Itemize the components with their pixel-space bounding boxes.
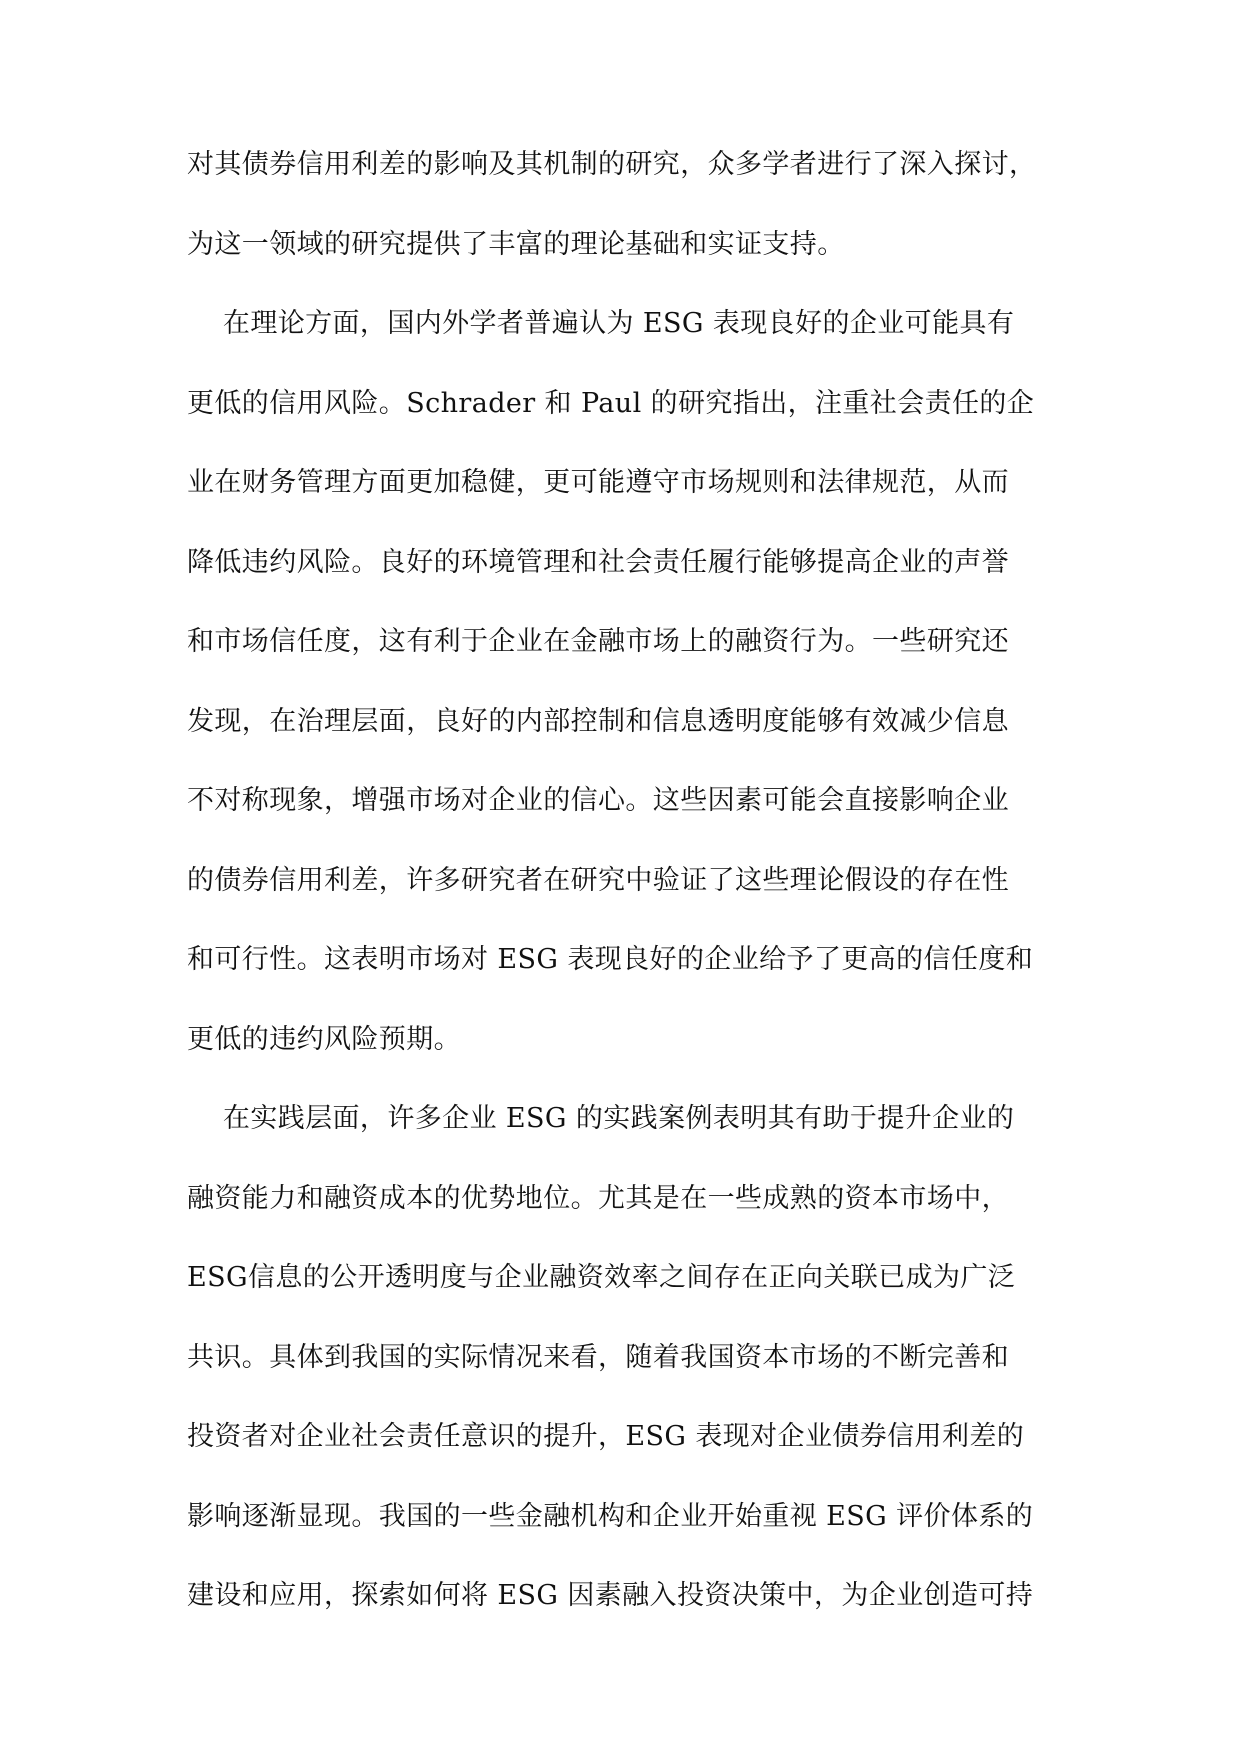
text-line: 业在财务管理方面更加稳健，更可能遵守市场规则和法律规范，从而: [187, 467, 1009, 498]
text-line: 在理论方面，国内外学者普遍认为 ESG 表现良好的企业可能具有: [187, 308, 1015, 339]
text-line: 更低的信用风险。Schrader 和 Paul 的研究指出，注重社会责任的企: [187, 387, 1035, 419]
text-line: 和市场信任度，这有利于企业在金融市场上的融资行为。一些研究还: [187, 626, 1009, 657]
text-line: 为这一领域的研究提供了丰富的理论基础和实证支持。: [187, 228, 845, 260]
text-line: 降低违约风险。良好的环境管理和社会责任履行能够提高企业的声誉: [187, 546, 1009, 578]
text-line: 的债券信用利差，许多研究者在研究中验证了这些理论假设的存在性: [187, 864, 1009, 896]
text-line: 不对称现象，增强市场对企业的信心。这些因素可能会直接影响企业: [187, 785, 1009, 816]
text-line: 影响逐渐显现。我国的一些金融机构和企业开始重视 ESG 评价体系的: [187, 1500, 1034, 1532]
text-line: 更低的违约风险预期。: [187, 1023, 461, 1055]
text-line: 投资者对企业社会责任意识的提升，ESG 表现对企业债券信用利差的: [187, 1421, 1025, 1452]
text-line: 建设和应用，探索如何将 ESG 因素融入投资决策中，为企业创造可持: [187, 1580, 1034, 1611]
text-line: 在实践层面，许多企业 ESG 的实践案例表明其有助于提升企业的: [187, 1103, 1015, 1134]
text-line: 对其债券信用利差的影响及其机制的研究，众多学者进行了深入探讨，: [187, 149, 1037, 180]
body-text: [187, 125, 1057, 1636]
text-line: ESG信息的公开透明度与企业融资效率之间存在正向关联已成为广泛: [187, 1262, 1016, 1293]
text-line: 共识。具体到我国的实际情况来看，随着我国资本市场的不断完善和: [187, 1341, 1009, 1373]
text-line: 和可行性。这表明市场对 ESG 表现良好的企业给予了更高的信任度和: [187, 944, 1034, 975]
text-line: 发现，在治理层面，良好的内部控制和信息透明度能够有效减少信息: [187, 705, 1009, 737]
text-line: 融资能力和融资成本的优势地位。尤其是在一些成熟的资本市场中，: [187, 1182, 1009, 1214]
